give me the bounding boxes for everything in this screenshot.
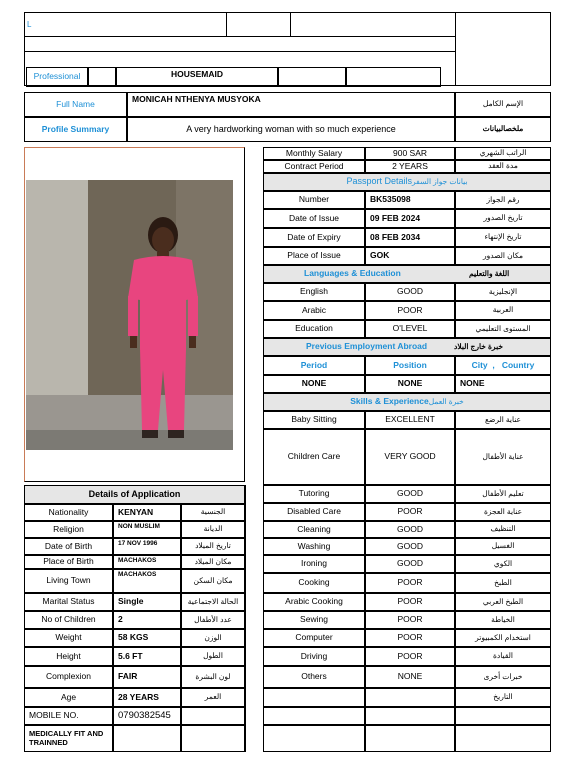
passport-ar: تاريخ الإنتهاء [455, 228, 551, 247]
skill-value: VERY GOOD [365, 429, 455, 485]
application-label: Age [24, 688, 113, 707]
skill-value: POOR [365, 573, 455, 593]
skill-label: Tutoring [263, 485, 365, 503]
skill-label: Disabled Care [263, 503, 365, 521]
application-label: No of Children [24, 611, 113, 629]
application-value: NON MUSLIM [113, 521, 181, 538]
skill-value: EXCELLENT [365, 411, 455, 429]
contract-label: Contract Period [263, 160, 365, 173]
skill-ar: القيادة [455, 647, 551, 666]
skill-label: Washing [263, 538, 365, 555]
languages-header [263, 265, 551, 283]
passport-title: Passport Details [346, 176, 413, 187]
employment-position: NONE [365, 375, 455, 393]
application-ar: مكان السكن [181, 569, 245, 593]
skill-label: Others [263, 666, 365, 688]
skill-ar: الطبخ العربي [455, 593, 551, 611]
application-header: Details of Application [24, 485, 245, 504]
skills-title-ar: خبرة العمل [428, 396, 464, 406]
application-value: 17 NOV 1996 [113, 538, 181, 555]
full-name-ar: الإسم الكامل [455, 92, 551, 117]
application-label: Religion [24, 521, 113, 538]
employment-header [263, 338, 551, 356]
passport-label: Date of Expiry [263, 228, 365, 247]
skill-value: NONE [365, 666, 455, 688]
skill-label [263, 688, 365, 707]
contract-label: Monthly Salary [263, 147, 365, 160]
skill-ar: استخدام الكمبيوتر [455, 629, 551, 647]
employment-title-ar: خبرة خارج البلاد [454, 341, 503, 351]
header-divider [290, 12, 291, 36]
passport-value: 08 FEB 2034 [365, 228, 455, 247]
passport-value: BK535098 [365, 191, 455, 209]
application-value: 5.6 FT [113, 647, 181, 666]
application-value: 2 [113, 611, 181, 629]
passport-ar: تاريخ الصدور [455, 209, 551, 228]
skill-label: Children Care [263, 429, 365, 485]
skill-ar: عناية الرضع [455, 411, 551, 429]
application-value: KENYAN [113, 504, 181, 521]
header-divider [455, 12, 456, 86]
skill-value: POOR [365, 503, 455, 521]
skill-value: POOR [365, 629, 455, 647]
professional-blank [88, 67, 116, 87]
application-value: FAIR [113, 666, 181, 688]
application-ar: الطول [181, 647, 245, 666]
passport-ar: رقم الجواز [455, 191, 551, 209]
medical-note: MEDICALLY FIT AND TRAINNED [24, 725, 113, 752]
language-label: English [263, 283, 365, 301]
medical-blank [113, 725, 181, 752]
language-ar: المستوى التعليمي [455, 320, 551, 338]
skill-value: POOR [365, 647, 455, 666]
application-ar: مكان الميلاد [181, 555, 245, 569]
contract-value: 2 YEARS [365, 160, 455, 173]
languages-title-ar: اللغة والتعليم [469, 268, 510, 278]
skill-value: POOR [365, 611, 455, 629]
footer-blank [263, 725, 365, 752]
application-label: Place of Birth [24, 555, 113, 569]
header-blank [346, 67, 441, 87]
language-label: Arabic [263, 301, 365, 320]
application-ar: العمر [181, 688, 245, 707]
application-value: MACHAKOS [113, 555, 181, 569]
mobile-label: MOBILE NO. [24, 707, 113, 725]
employment-period: NONE [263, 375, 365, 393]
summary-label: Profile Summary [24, 117, 127, 142]
skill-value: POOR [365, 593, 455, 611]
mobile-value: 0790382545 [113, 707, 181, 725]
passport-value: 09 FEB 2024 [365, 209, 455, 228]
skill-ar: الخياطة [455, 611, 551, 629]
footer-blank [455, 707, 551, 725]
skill-ar: عناية الأطفال [455, 429, 551, 485]
skills-header [263, 393, 551, 411]
passport-ar: مكان الصدور [455, 247, 551, 265]
contract-ar: الراتب الشهري [455, 147, 551, 160]
application-ar: الديانة [181, 521, 245, 538]
header-blank [278, 67, 346, 87]
header-line [24, 51, 455, 52]
skill-label: Arabic Cooking [263, 593, 365, 611]
skill-ar: التاريخ [455, 688, 551, 707]
skill-value: GOOD [365, 485, 455, 503]
application-ar: عدد الأطفال [181, 611, 245, 629]
application-ar: لون البشرة [181, 666, 245, 688]
contract-value: 900 SAR [365, 147, 455, 160]
language-ar: الإنجليزية [455, 283, 551, 301]
skill-value [365, 688, 455, 707]
language-label: Education [263, 320, 365, 338]
employment-location: NONE [455, 375, 551, 393]
employment-col-position: Position [365, 356, 455, 375]
application-ar: الجنسية [181, 504, 245, 521]
center-divider [245, 485, 246, 752]
skill-ar: الكوي [455, 555, 551, 573]
language-ar: العربية [455, 301, 551, 320]
skill-ar: الغسيل [455, 538, 551, 555]
passport-label: Place of Issue [263, 247, 365, 265]
center-divider [263, 485, 264, 752]
footer-blank [263, 707, 365, 725]
skill-label: Sewing [263, 611, 365, 629]
language-value: O'LEVEL [365, 320, 455, 338]
passport-label: Number [263, 191, 365, 209]
header-line [24, 36, 455, 37]
skill-label: Ironing [263, 555, 365, 573]
application-label: Nationality [24, 504, 113, 521]
skills-title: Skills & Experience [350, 396, 429, 407]
footer-blank [365, 707, 455, 725]
contract-ar: مدة العقد [455, 160, 551, 173]
skill-label: Cleaning [263, 521, 365, 538]
skill-label: Baby Sitting [263, 411, 365, 429]
application-label: Living Town [24, 569, 113, 593]
employment-title: Previous Employment Abroad [306, 341, 428, 352]
employment-col-period: Period [263, 356, 365, 375]
footer-blank [365, 725, 455, 752]
full-name-label: Full Name [24, 92, 127, 117]
skill-value: GOOD [365, 538, 455, 555]
skill-ar: عناية العجزة [455, 503, 551, 521]
application-label: Marital Status [24, 593, 113, 611]
application-label: Date of Birth [24, 538, 113, 555]
professional-label: Professional [26, 67, 88, 87]
summary-value: A very hardworking woman with so much experience [127, 117, 455, 142]
application-label: Height [24, 647, 113, 666]
header-divider [226, 12, 227, 36]
skill-ar: التنظيف [455, 521, 551, 538]
skill-label: Driving [263, 647, 365, 666]
header-mark: L [27, 20, 32, 29]
candidate-photo [26, 180, 233, 450]
skill-label: Cooking [263, 573, 365, 593]
passport-label: Date of Issue [263, 209, 365, 228]
skill-ar: تعليم الأطفال [455, 485, 551, 503]
application-ar: الوزن [181, 629, 245, 647]
skill-ar: خبرات أخرى [455, 666, 551, 688]
application-label: Weight [24, 629, 113, 647]
application-value: MACHAKOS [113, 569, 181, 593]
skill-ar: الطبخ [455, 573, 551, 593]
passport-header [263, 173, 551, 191]
application-value: 28 YEARS [113, 688, 181, 707]
medical-blank [181, 725, 245, 752]
employment-col-location: City , Country [455, 356, 551, 375]
passport-title-ar: بيانات جواز السفر [412, 176, 468, 186]
language-value: GOOD [365, 283, 455, 301]
summary-ar: ملخصالبيانات [455, 117, 551, 142]
position-value: HOUSEMAID [116, 67, 278, 87]
application-value: Single [113, 593, 181, 611]
footer-blank [455, 725, 551, 752]
passport-value: GOK [365, 247, 455, 265]
skill-label: Computer [263, 629, 365, 647]
languages-title: Languages & Education [304, 268, 401, 279]
skill-value: GOOD [365, 521, 455, 538]
application-value: 58 KGS [113, 629, 181, 647]
mobile-blank [181, 707, 245, 725]
application-label: Complexion [24, 666, 113, 688]
application-ar: الحالة الاجتماعية [181, 593, 245, 611]
full-name-value: MONICAH NTHENYA MUSYOKA [127, 92, 455, 117]
skill-value: GOOD [365, 555, 455, 573]
language-value: POOR [365, 301, 455, 320]
application-ar: تاريخ الميلاد [181, 538, 245, 555]
